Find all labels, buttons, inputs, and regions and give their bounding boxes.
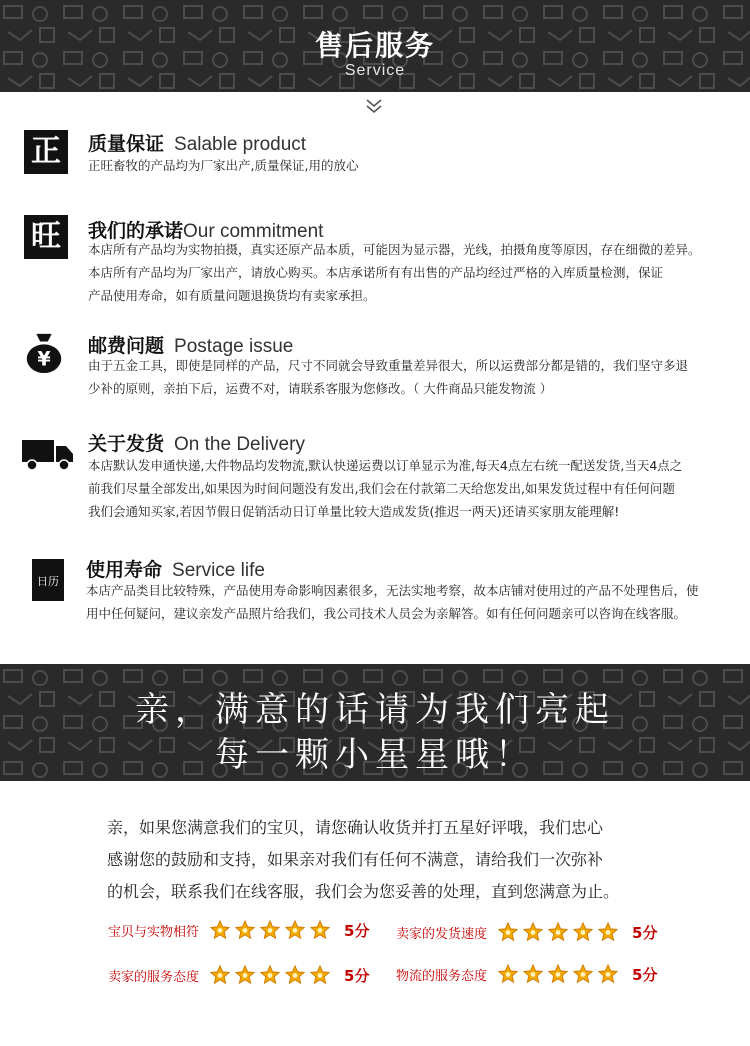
section-title-cn: 使用寿命: [86, 559, 163, 581]
rating-score: 5分: [344, 921, 370, 940]
star-rating: [497, 963, 622, 985]
section-title-en: Postage issue: [174, 336, 294, 357]
rating-label: 物流的服务态度: [396, 968, 488, 984]
body-line: 正旺畜牧的产品均为厂家出产,质量保证,用的放心: [88, 158, 359, 173]
page-subtitle: Service: [344, 62, 406, 79]
rating-label: 宝贝与实物相符: [108, 924, 200, 940]
star-icon: [547, 921, 569, 943]
star-icon: [259, 919, 281, 941]
section-title: [88, 429, 305, 456]
star-icon: [284, 964, 306, 986]
section-body: [88, 154, 738, 177]
rating-label: 卖家的服务态度: [108, 969, 200, 985]
section-title-en: Salable product: [174, 134, 307, 155]
section-title-en: On the Delivery: [174, 434, 305, 455]
review-message: [107, 812, 619, 908]
star-icon: [547, 963, 569, 985]
star-icon: [522, 921, 544, 943]
header-banner: [0, 0, 750, 92]
star-icon: [259, 964, 281, 986]
star-icon: [234, 964, 256, 986]
banner-line-1: 亲，满意的话请为我们亮起: [135, 690, 615, 730]
body-line: 本店所有产品均为实物拍摄，真实还原产品本质，可能因为显示器，光线，拍摄角度等原因，存在细微的差异。: [88, 242, 701, 257]
section-title: [88, 129, 306, 156]
body-line: 由于五金工具，即使是同样的产品，尺寸不同就会导致重量差异很大，所以运费部分都是错的，我们坚守多退: [88, 358, 689, 373]
rating-score: 5分: [344, 966, 370, 985]
star-icon: [497, 963, 519, 985]
wang-char-icon: 旺: [24, 215, 68, 259]
section-body: [88, 454, 738, 523]
star-icon: [597, 963, 619, 985]
section-body: [88, 354, 738, 400]
yen-symbol: ¥: [37, 347, 51, 371]
rating-label: 卖家的发货速度: [396, 926, 488, 942]
star-icon: [309, 919, 331, 941]
star-icon: [234, 919, 256, 941]
star-icon: [522, 963, 544, 985]
body-line: 少补的原则，亲拍下后，运费不对，请联系客服为您修改。（ 大件商品只能发物流 ）: [88, 381, 553, 396]
rating-row: [108, 918, 369, 942]
rating-row: [396, 962, 657, 986]
message-line: 感谢您的鼓励和支持，如果亲对我们有任何不满意，请给我们一次弥补: [107, 850, 604, 869]
rating-row: [108, 963, 369, 987]
banner-line-2: 每一颗小星星哦！: [215, 735, 535, 775]
zheng-char-icon: 正: [24, 130, 68, 174]
rating-score: 5分: [632, 965, 658, 984]
page-title: 售后服务: [314, 29, 435, 62]
body-line: 本店默认发申通快递,大件物品均发物流,默认快递运费以订单显示为准,每天4点左右统一配送发货,当天4点之: [88, 458, 683, 473]
section-title: [86, 555, 265, 582]
section-title-en: Our commitment: [183, 221, 324, 242]
section-title-cn: 邮费问题: [88, 335, 165, 357]
rating-row: [396, 920, 657, 944]
star-icon: [209, 964, 231, 986]
star-icon: [309, 964, 331, 986]
star-icon: [572, 963, 594, 985]
section-body: [86, 579, 736, 625]
star-rating: [497, 921, 622, 943]
calendar-label: 日历: [37, 575, 59, 588]
section-title-en: Service life: [172, 560, 265, 581]
section-title-cn: 我们的承诺: [88, 220, 184, 242]
body-line: 本店所有产品均为厂家出产，请放心购买。本店承诺所有有出售的产品均经过严格的入库质量检测，保证: [88, 265, 664, 280]
truck-icon: [22, 433, 74, 477]
star-rating: [209, 919, 334, 941]
body-line: 本店产品类目比较特殊，产品使用寿命影响因素很多，无法实地考察，故本店铺对使用过的产品不处理售后，使: [86, 583, 699, 598]
rating-score: 5分: [632, 923, 658, 942]
star-rating: [209, 964, 334, 986]
calendar-icon: [32, 559, 64, 601]
star-icon: [497, 921, 519, 943]
star-icon: [572, 921, 594, 943]
money-bag-icon: [22, 330, 66, 374]
section-title-cn: 关于发货: [88, 433, 165, 455]
section-body: [88, 238, 738, 307]
star-icon: [209, 919, 231, 941]
star-icon: [284, 919, 306, 941]
section-title-cn: 质量保证: [88, 133, 165, 155]
rating-banner: [0, 664, 750, 781]
body-line: 产品使用寿命，如有质量问题退换货均有卖家承担。: [88, 288, 376, 303]
message-line: 亲，如果您满意我们的宝贝，请您确认收货并打五星好评哦，我们忠心: [107, 818, 604, 837]
star-icon: [597, 921, 619, 943]
chevron-down-icon: [364, 97, 384, 117]
message-line: 的机会，联系我们在线客服，我们会为您妥善的处理，直到您满意为止。: [107, 882, 620, 901]
body-line: 前我们尽量全部发出,如果因为时间问题没有发出,我们会在付款第二天给您发出,如果发货过程中有任何问题: [88, 481, 675, 496]
body-line: 我们会通知买家,若因节假日促销活动日订单量比较大造成发货(推迟一两天)还请买家朋友能理解!: [88, 504, 620, 519]
body-line: 用中任何疑问，建议亲发产品照片给我们，我公司技术人员会为亲解答。如有任何问题亲可以咨询在线客服。: [86, 606, 687, 621]
